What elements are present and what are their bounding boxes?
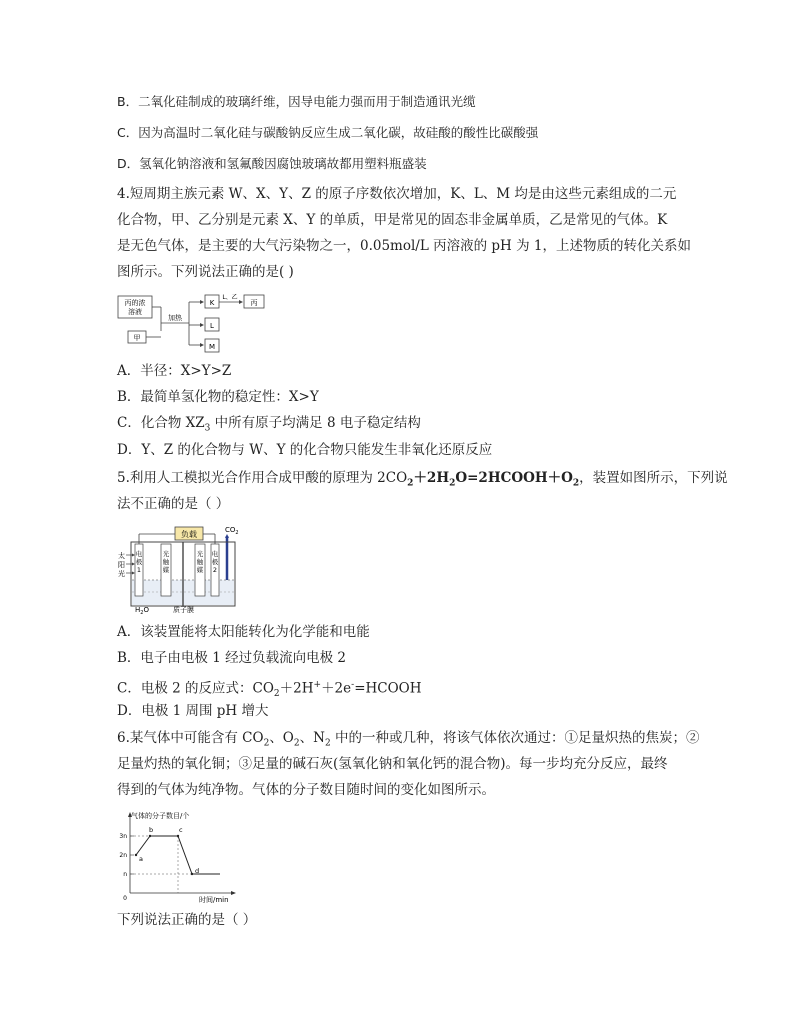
q4-option-b: B．最简单氢化物的稳定性：X>Y xyxy=(117,389,319,405)
q5-catalyst2-b: 触 xyxy=(196,558,204,566)
q5-membrane-label: 质子膜 xyxy=(173,606,194,614)
q5-sun-label-3: 光 xyxy=(118,570,125,578)
q5-option-d: D．电极 1 周围 pH 增大 xyxy=(117,703,269,719)
q5-option-c: C．电极 2 的反应式：$CO_2+2H^++2e^-=HCOOH$ xyxy=(117,680,422,700)
chart-point-a xyxy=(135,854,137,856)
q5-catalyst1-c: 媒 xyxy=(162,566,170,574)
q4-option-c: C．化合物 $XZ_3$ 中所有原子均满足 8 电子稳定结构 xyxy=(117,415,421,434)
q5-catalyst1-b: 触 xyxy=(162,558,170,566)
q6-stem-line-3: 得到的气体为纯净物。气体的分子数目随时间的变化如图所示。 xyxy=(117,782,495,798)
q5-catalyst2-c: 媒 xyxy=(196,566,204,574)
q4-box-conc-line1: 丙的浓 xyxy=(124,299,146,307)
q4-stem-line-2: 化合物，甲、乙分别是元素 X、Y 的单质，甲是常见的固态非金属单质，乙是常见的气体。K xyxy=(117,212,668,228)
q4-box-bing: 丙 xyxy=(250,299,258,307)
q5-h2o-label: $H_2O$ xyxy=(135,606,149,614)
q5-load-label: 负载 xyxy=(181,530,197,539)
chart-origin-label: 0 xyxy=(123,895,127,902)
q5-electrode2-c: 2 xyxy=(212,566,218,574)
q4-option-d: D．Y、Z 的化合物与 W、Y 的化合物只能发生非氧化还原反应 xyxy=(117,442,493,458)
q4-box-k: K xyxy=(209,299,215,307)
q4-stem-line-4: 图所示。下列说法正确的是( ) xyxy=(117,264,294,280)
chart-point-label-b: b xyxy=(149,826,154,834)
q6-molecule-count-chart xyxy=(115,808,240,904)
q3-option-c: C．因为高温时二氧化硅与碳酸钠反应生成二氧化碳，故硅酸的酸性比碳酸强 xyxy=(117,125,539,140)
q5-sun-label-2: 阳 xyxy=(118,561,125,569)
chart-y-axis-label: 气体的分子数目/个 xyxy=(131,812,190,820)
q5-sun-label-1: 太 xyxy=(118,552,125,560)
q4-box-m: M xyxy=(208,343,216,351)
q5-co2-label: $CO_2$ xyxy=(225,526,239,536)
chart-point-b xyxy=(149,835,151,837)
q5-electrode1-b: 极 xyxy=(135,558,143,566)
chart-y-tick-label: 3n xyxy=(119,833,127,840)
q5-electrode1-c: 1 xyxy=(136,566,142,574)
q4-option-a: A．半径：X>Y>Z xyxy=(117,363,232,379)
q6-stem-line-2: 足量灼热的氧化铜；③足量的碱石灰(氢氧化钠和氧化钙的混合物)。每一步均充分反应，最终 xyxy=(117,756,668,772)
q4-box-conc-line2: 溶液 xyxy=(128,308,142,316)
q6-stem-line-1: 6.某气体中可能含有 $CO_2$、$O_2$、$N_2$ 中的一种或几种，将该气体依次通过：①足量炽热的焦炭；② xyxy=(117,730,700,749)
q5-stem-line-1: 5.利用人工模拟光合作用合成甲酸的原理为 $2CO_2+2H_2O=2HCOOH+O_2$，装置如图所示，下列说 xyxy=(117,470,728,489)
q4-stem-line-3: 是无色气体，是主要的大气污染物之一，0.05mol/L 丙溶液的 pH 为 1，上述物质的转化关系如 xyxy=(117,238,691,254)
chart-series-segment xyxy=(178,836,192,874)
chart-point-label-c: c xyxy=(179,826,183,834)
q5-option-b: B．电子由电极 1 经过负载流向电极 2 xyxy=(117,650,346,666)
q5-catalyst2-a: 光 xyxy=(196,550,204,558)
q5-catalyst1-a: 光 xyxy=(162,550,170,558)
q4-arrow-label: L、乙 xyxy=(222,294,238,301)
chart-point-d xyxy=(191,873,193,875)
chart-y-tick-label: n xyxy=(123,871,127,878)
chart-point-label-d: d xyxy=(195,867,200,875)
q5-electrode1-a: 电 xyxy=(135,550,143,558)
q5-apparatus-diagram xyxy=(117,522,247,614)
q5-electrode2-a: 电 xyxy=(211,550,219,558)
q5-stem-line-2: 法不正确的是（ ） xyxy=(117,496,230,512)
chart-point-label-a: a xyxy=(139,855,143,863)
q4-box-l: L xyxy=(210,322,214,330)
q3-option-b: B．二氧化硅制成的玻璃纤维，因导电能力强而用于制造通讯光缆 xyxy=(117,94,476,109)
q4-transformation-diagram xyxy=(117,293,277,357)
q4-box-jia: 甲 xyxy=(133,334,141,342)
chart-series-segment xyxy=(136,836,150,855)
q6-question: 下列说法正确的是（ ） xyxy=(117,912,257,928)
chart-y-tick-label: 2n xyxy=(119,852,127,859)
q5-electrode2-b: 极 xyxy=(211,558,219,566)
q4-stem-line-1: 4.短周期主族元素 W、X、Y、Z 的原子序数依次增加，K、L、M 均是由这些元素组成的二元 xyxy=(117,186,677,202)
chart-x-axis-label: 时间/min xyxy=(199,896,229,904)
q5-option-a: A．该装置能将太阳能转化为化学能和电能 xyxy=(117,624,370,640)
q3-option-d: D．氢氧化钠溶液和氢氟酸因腐蚀玻璃故都用塑料瓶盛装 xyxy=(117,156,427,171)
q4-heat-label: 加热 xyxy=(168,314,182,322)
chart-point-c xyxy=(177,835,179,837)
